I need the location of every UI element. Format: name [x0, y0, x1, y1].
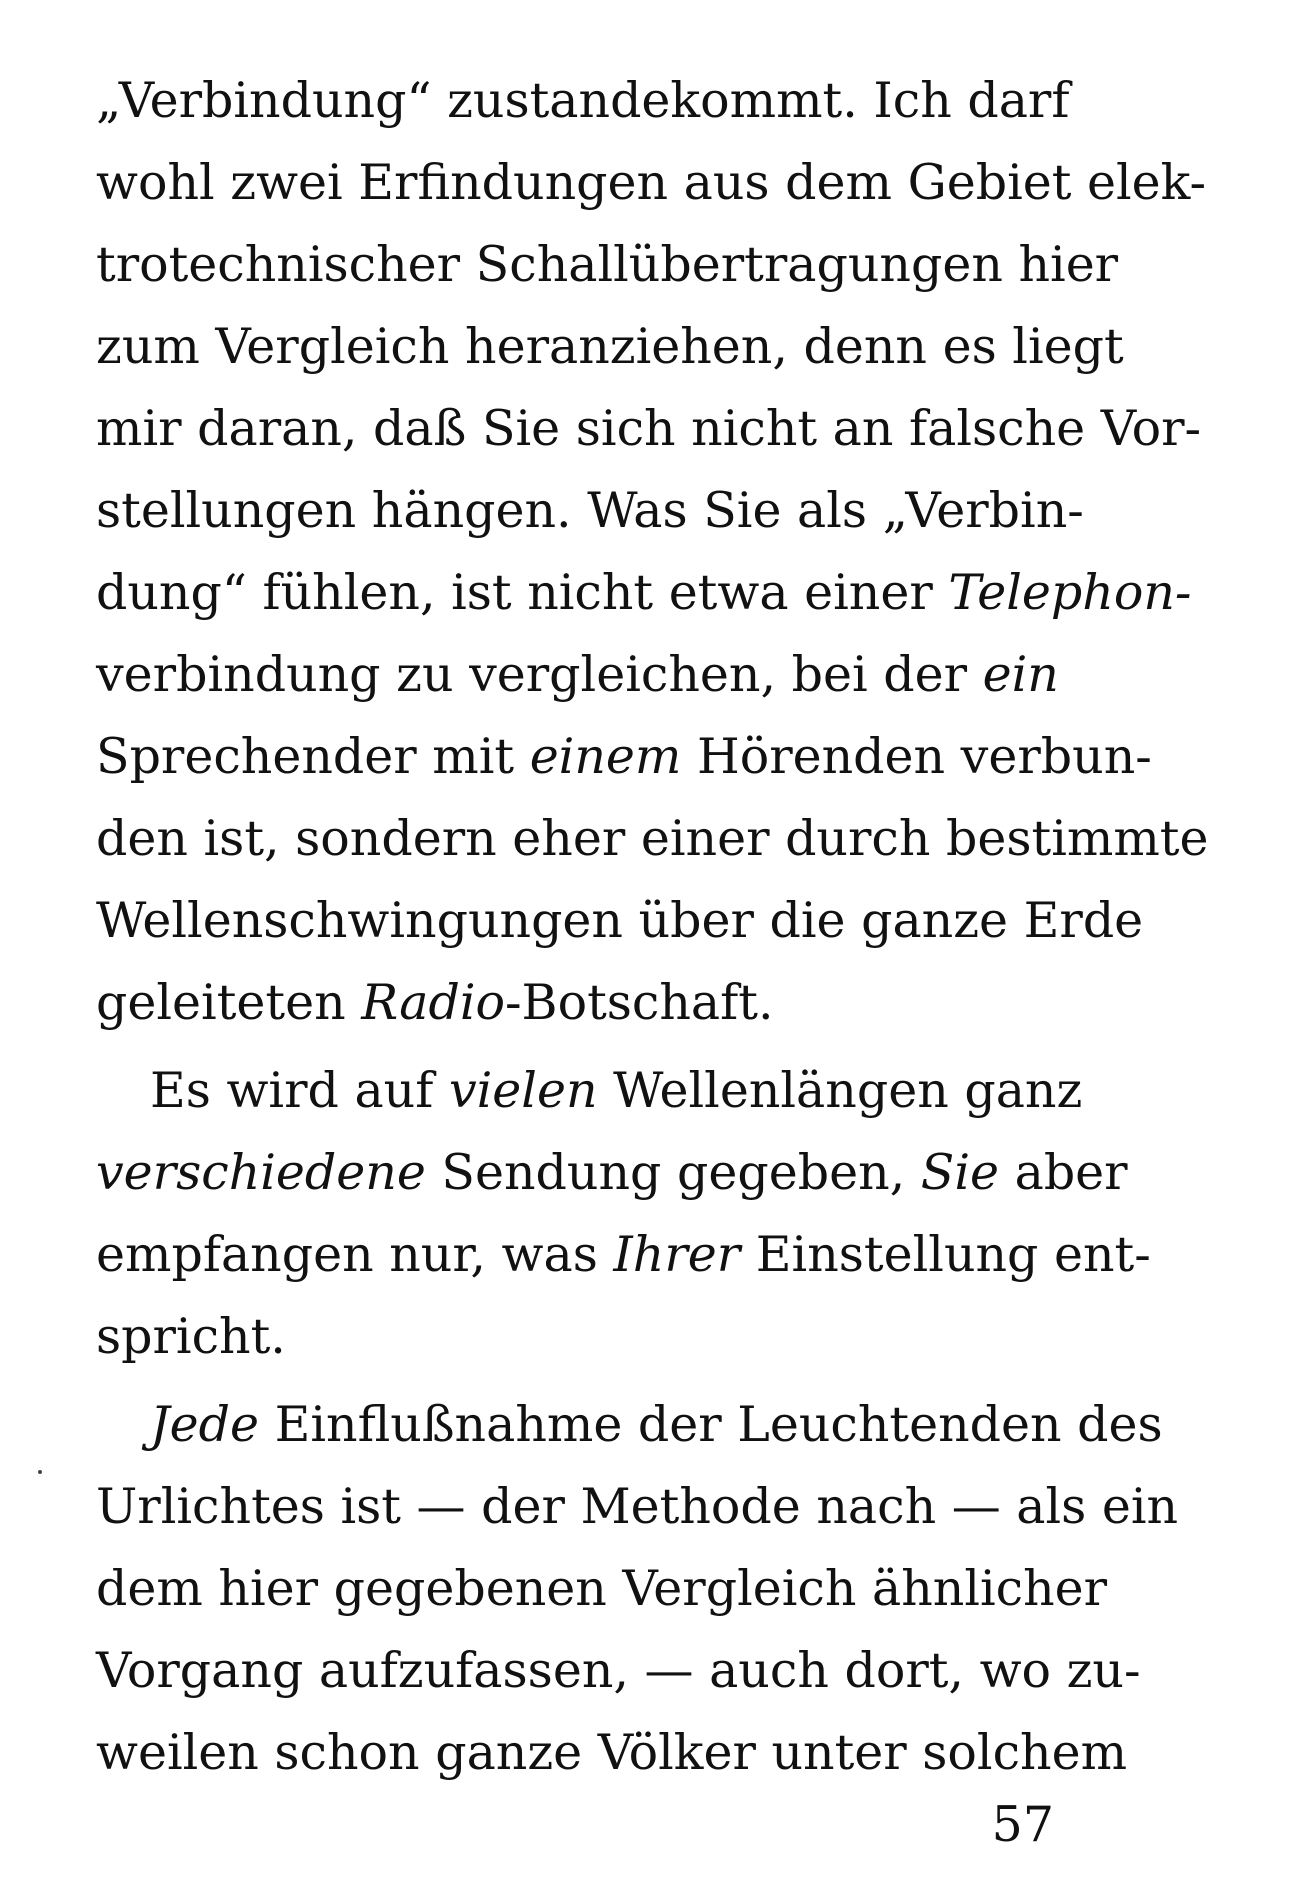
text-span: Sprechender mit	[96, 728, 530, 785]
text-span: Einstellung ent-	[740, 1226, 1151, 1283]
text-line	[96, 1296, 1054, 1378]
text-span: Hörenden verbun-	[681, 728, 1152, 785]
page-text	[96, 60, 1209, 1794]
text-line	[96, 142, 1207, 224]
emphasis: verschiedene	[96, 1144, 426, 1201]
text-line	[96, 880, 1144, 962]
text-span: Sendung gegeben,	[425, 1144, 921, 1201]
text-span: Wellenlängen ganz	[597, 1062, 1083, 1119]
text-span: verbindung zu vergleichen, bei der	[96, 646, 983, 703]
text-span: stellungen hängen. Was Sie als „Verbin-	[96, 482, 1084, 539]
emphasis: Telephon-	[948, 564, 1192, 621]
text-span: spricht.	[96, 1308, 286, 1365]
text-line	[96, 1050, 1083, 1132]
text-line	[96, 60, 1070, 142]
text-span: Wellenschwingungen über die ganze Erde	[96, 892, 1144, 949]
text-line	[96, 552, 1192, 634]
text-line	[96, 388, 1202, 470]
text-span: Einflußnahme der Leuchtenden des	[259, 1396, 1163, 1453]
text-line	[96, 470, 1084, 552]
page-number: 57	[991, 1796, 1054, 1853]
text-line	[96, 1466, 1179, 1548]
emphasis: Sie	[920, 1144, 1000, 1201]
text-line	[96, 798, 1209, 880]
emphasis: vielen	[448, 1062, 598, 1119]
text-span: Vorgang aufzufassen, — auch dort, wo zu-	[96, 1642, 1141, 1699]
text-line	[96, 306, 1124, 388]
text-span: zum Vergleich heranziehen, denn es liegt	[96, 318, 1124, 375]
text-span: dem hier gegebenen Vergleich ähnlicher	[96, 1560, 1108, 1617]
text-span: trotechnischer Schallübertragungen hier	[96, 236, 1119, 293]
text-line	[96, 634, 1059, 716]
text-line	[96, 1132, 1128, 1214]
text-line	[96, 716, 1152, 798]
text-span: -Botschaft.	[505, 974, 774, 1031]
text-span: mir daran, daß Sie sich nicht an falsche Vor-	[96, 400, 1202, 457]
text-span: Es wird auf	[150, 1062, 449, 1119]
text-line	[96, 1630, 1141, 1712]
text-line	[96, 962, 1054, 1044]
text-line	[96, 1214, 1151, 1296]
text-line	[96, 1384, 1163, 1466]
margin-mark	[38, 1470, 42, 1474]
text-line	[96, 1712, 1128, 1794]
text-span: dung“ fühlen, ist nicht etwa einer	[96, 564, 949, 621]
emphasis: Jede	[150, 1396, 260, 1453]
text-span: Urlichtes ist — der Methode nach — als ein	[96, 1478, 1179, 1535]
text-span: aber	[999, 1144, 1128, 1201]
text-span: weilen schon ganze Völker unter solchem	[96, 1724, 1128, 1781]
emphasis: ein	[982, 646, 1059, 703]
emphasis: Radio	[361, 974, 505, 1031]
emphasis: Ihrer	[613, 1226, 741, 1283]
text-span: empfangen nur, was	[96, 1226, 614, 1283]
text-line	[96, 1548, 1108, 1630]
text-span: „Verbindung“ zustandekommt. Ich darf	[96, 72, 1070, 129]
text-span: den ist, sondern eher einer durch bestimmte	[96, 810, 1209, 867]
emphasis: einem	[529, 728, 682, 785]
text-line	[96, 224, 1119, 306]
text-span: geleiteten	[96, 974, 362, 1031]
text-span: wohl zwei Erfindungen aus dem Gebiet elek-	[96, 154, 1207, 211]
